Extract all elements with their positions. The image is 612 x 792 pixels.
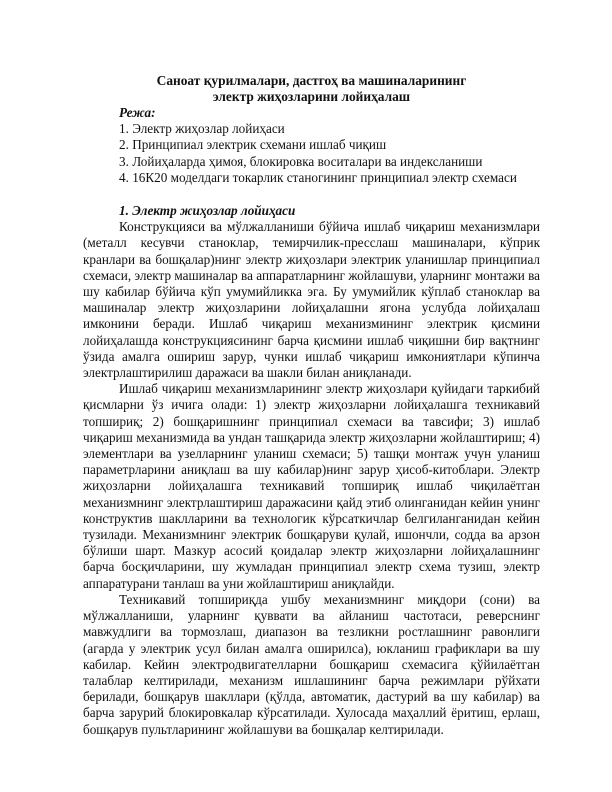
spacer bbox=[83, 186, 540, 203]
plan-item: 4. 16К20 моделдаги токарлик станогининг принципиал электр схемаси bbox=[119, 169, 517, 185]
plan-list bbox=[119, 121, 540, 186]
title-line-2: электр жиҳозларини лойиҳалаш bbox=[212, 89, 411, 104]
paragraph-3: Техникавий топшириқда ушбу механизмнинг миқдори (сони) ва мўлжалланиши, уларнинг қуввати ва айланиш частотаси, реверснинг мавжудлиги ва тормозлаш, диапазон ва тезликни ростлашнинг равонлиги (агарда у электрик усул билан амалга оширилса), юкланиш графиклари ва шу кабилар. Кейин электродвигателларни бошқариш схемасига қўйилаётган талаблар келтирилади, механизм ишлашининг барча режимлари рўйхати берилади, бошқарув шакллари (қўлда, автоматик, дастурий ва шу кабилар) ва барча зарурий блокировкалар кўрсатилади. Хулосада маҳаллий ёритиш, ерлаш, бошқарув пультларининг жойлашуви ва бошқалар келтирилади. bbox=[83, 591, 540, 737]
document-page bbox=[83, 73, 540, 738]
plan-item: 1. Электр жиҳозлар лойиҳаси bbox=[119, 121, 285, 137]
plan-item: 2. Принципиал электрик схемани ишлаб чиқиш bbox=[119, 137, 387, 153]
document-title bbox=[83, 73, 540, 105]
paragraph-2: Ишлаб чиқариш механизмларининг электр жиҳозлари қуйидаги таркибий қисмларни ўз ичига олади: 1) электр жиҳозларни лойиҳалашга техникавий топшириқ; 2) бошқаришнинг принципиал схемаси ва тавсифи; 3) ишлаб чиқариш механизмида ва ундан ташқарида электр жиҳозларни жойлаштириш; 4) элементлари ва узелларнинг уланиш схемаси; 5) ташқи монтаж учун уланиш параметрларини аниқлаш ва шу кабилар)нинг зарур ҳисоб-китоблари. Электр жиҳозларни лойиҳалашга техникавий топшириқ ишлаб чиқилаётган механизмнинг электрлаштириш даражасини қайд этиб олинганидан кейин унинг конструктив шаклларини ва технологик кўрсаткичлар белгиланганидан кейин тузилади. Механизмнинг электрик бошқаруви қулай, ишончли, содда ва арзон бўлиши шарт. Мазкур асосий қоидалар электр жиҳозларни лойиҳалашнинг барча босқичларини, шу жумладан принципиал электр схема тузиш, электр аппаратурани танлаш ва уни жойлаштириш аниқлайди. bbox=[83, 381, 540, 591]
plan-label: Режа: bbox=[119, 105, 156, 120]
plan-item: 3. Лойиҳаларда ҳимоя, блокировка воситалари ва индексланиши bbox=[119, 153, 483, 169]
section-heading: 1. Электр жиҳозлар лойиҳаси bbox=[119, 203, 296, 219]
paragraph-1: Конструкцияси ва мўлжалланиши бўйича ишлаб чиқариш механизмлари (металл кесувчи станоклар, темирчилик-пресслаш машиналари, кўприк кранлари ва бошқалар)нинг электр жиҳозлари электрик уланишлар принципиал схемаси, электр машиналар ва аппаратларнинг жойлашуви, уларнинг монтажи ва шу кабилар бўйича кўп умумийликка эга. Бу умумийлик кўплаб станоклар ва машиналар электр жиҳозларини лойиҳалашни ягона услубда лойиҳалаш имконини беради. Ишлаб чиқариш механизмининг электрик қисмини лойиҳалашда конструкциясининг барча қисмини ишлаб чиқишни бир вақтнинг ўзида амалга ошириш зарур, чунки ишлаб чиқариш имкониятлари кўпинча электрлаштирилиш даражаси ва шакли билан аниқланади. bbox=[83, 219, 540, 381]
title-line-1: Саноат қурилмалари, дастгоҳ ва машиналарининг bbox=[156, 73, 467, 88]
